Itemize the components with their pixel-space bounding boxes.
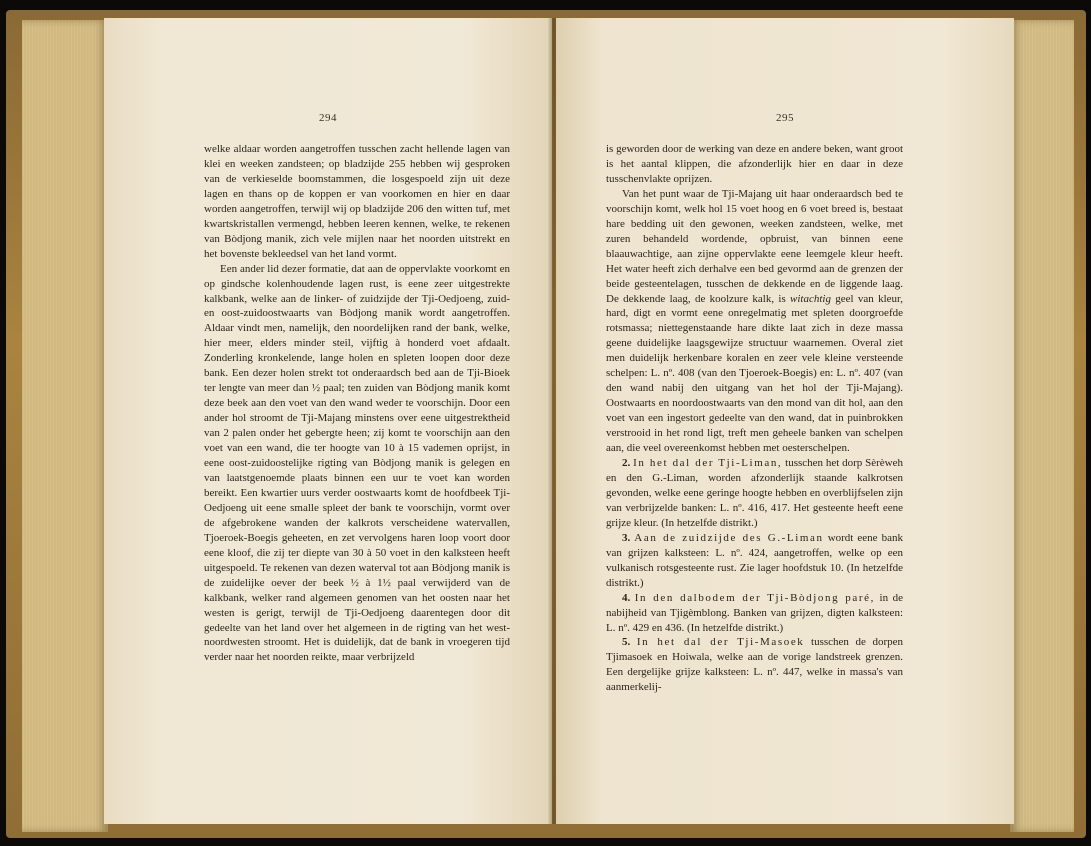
right-page xyxy=(556,18,1014,824)
item-heading: In het dal der Tji-Liman, xyxy=(633,457,783,470)
numbered-item xyxy=(606,531,903,591)
left-page xyxy=(104,18,552,824)
paragraph: welke aldaar worden aangetroffen tusschen zacht hellende lagen van klei en weeken zandsteen; op bladzijde 255 hebben wij gesproken van de verkieselde boomstammen, die losgespoeld zijn uit deze lagen en thans op de koppen er van voorkomen en hier en daar worden aangetroffen, terwijl wij op bladzijde 206 den witten tuf, met kwartskristallen vermengd, hebben leeren kennen, welke, te rekenen van Bòdjong manik, zich vele mijlen naar het noorden uitstrekt en het bovenste bekleedsel van het land vormt. xyxy=(204,143,510,260)
page-number: 294 xyxy=(319,112,337,124)
paragraph: is geworden door de werking van deze en andere beken, want groot is het aantal klippen, die afzonderlijk hier en daar in deze tusschenvlakte oprijzen. xyxy=(606,143,903,185)
page-text xyxy=(204,142,510,665)
left-page-edges xyxy=(22,20,108,832)
item-body: tusschen de dorpen Tjimasoek en Hoiwala, welke aan de vorige landstreek grenzen. Een dergelijke grijze kalksteen: L. nº. 447, welke in massa's van aanmerkelij- xyxy=(606,636,904,694)
item-heading: In het dal der Tji-Masoek xyxy=(636,636,805,649)
page-number: 295 xyxy=(776,112,794,124)
item-body: in de nabijheid van Tjigèmblong. Banken van grijzen, digten kalksteen: L. nº. 429 en 436. (In hetzelfde distrikt.) xyxy=(606,591,903,634)
numbered-item xyxy=(606,591,903,636)
numbered-item xyxy=(606,635,903,695)
item-number: 5. xyxy=(622,636,631,649)
text-run: geel van kleur, hard, digt en vormt eene onregelmatig met spleten doorgroefde rotsmassa; niettegenstaande hare dikte laat zich in deze massa geene duidelijke laagsgewijze structuur waarnemen. Overal ziet men duidelijk herkenbare koralen en zeer vele kleine versteende schelpen: L. nº. 408 (van den Tjoeroek-Boegis) en: L. nº. 407 (van den wand nabij den uitgang van het hol der Tji-Majang). Oostwaarts en noordoostwaarts van den mond van dit hol, aan den voet van een ingestort gedeelte van den wand, dat in puinbrokken verstrooid in het rond ligt, treft men geheele banken van schelpen aan, die veel overeenkomst hebben met oesterschelpen. xyxy=(606,292,903,455)
item-number: 4. xyxy=(622,591,631,604)
item-heading: In den dalbodem der Tji-Bòdjong paré, xyxy=(634,591,875,604)
right-page-edges xyxy=(1010,20,1074,832)
text-run: Van het punt waar de Tji-Majang uit haar onderaardsch bed te voorschijn komt, welk hol 15 voet hoog en 6 voet breed is, bestaat hare bedding uit den gewonen, weeken zandsteen, welke, met zuren behandeld wordende, opbruist, van binnen eene blaauwachtige, aan zijne oppervlakte eene leemgele kleur heeft. Het water heeft zich derhalve een bed gevormd aan de grenzen der beide gesteentelagen, tusschen de dekkende en de liggende laag. De dekkende laag, de koolzure kalk, is xyxy=(606,187,903,305)
item-body: wordt eene bank van grijzen kalksteen: L. nº. 424, aangetroffen, welke op een vulkanisch rotsgesteente rust. Zie lager hoofdstuk 10. (In hetzelfde distrikt.) xyxy=(606,531,903,589)
item-number: 2. xyxy=(622,457,631,470)
paragraph: Een ander lid dezer formatie, dat aan de oppervlakte voorkomt en op gindsche kolenhoudende lagen rust, is eene zeer uitgestrekte kalkbank, welke aan de linker- of zuidzijde der Tji-Oedjoeng, zuid- en oost-zuidoostwaarts van Bòdjong manik wordt aangetroffen. Aldaar vindt men, namelijk, den noordelijken rand der bank, welke, hier meer, elders minder steil, vijftig à honderd voet afdaalt. Zonderling kronkelende, lange holen en spleten loopen door deze bank. Een dezer holen strekt tot onderaardsch bed aan de Tji-Bioek ter lengte van meer dan ½ paal; ten zuiden van Bòdjong manik komt deze beek aan den voet van den wand weder te voorschijn. Door een ander hol stroomt de Tji-Majang minstens over eene uitgestrektheid van 2 palen onder het gebergte heen; zij komt te voorschijn aan den voet van een wand, die ter hoogte van 10 à 15 vademen oprijst, in eene oost-zuidoostelijke rigting van Bòdjong manik is gelegen en van laatstgenoemde plaats binnen een uur te voet kan worden bereikt. Een kwartier uurs verder oostwaarts komt de hoofdbeek Tji-Oedjoeng uit eene smalle spleet der bank te voorschijn, vormt over de afgebrokene wanden der kalkrots verscheidene watervallen, Tjoeroek-Boegis geheeten, en zet vervolgens haren loop voort door eene kloof, die zij ter diepte van 30 à 50 voet in den kalksteen heeft uitgespoeld. Te rekenen van dezen waterval tot aan Bòdjong manik is de zuidelijke oever der beek ½ à 1½ paal verwijderd van de kalkbank, welker rand algemeen genomen van het oosten naar het westen is gerigt, terwijl de Tji-Oedjoeng daarentegen door dit gedeelte van het land over het algemeen in de rigting van het west-noordwesten stroomt. Het is duidelijk, dat de bank in vroegeren tijd verder naar het noorden reikte, maar verbrijzeld xyxy=(204,262,510,664)
item-number: 3. xyxy=(622,531,631,544)
numbered-item xyxy=(606,456,903,531)
page-text xyxy=(606,142,903,695)
item-body: tusschen het dorp Sèrèweh en den G.-Liman, worden afzonderlijk staande kalkrotsen gevonden, welke eene geringe hoogte hebben en overblijfselen zijn van verbrijzelde banken: L. nº. 416, 417. Het gesteente heeft eene grijze kleur. (In hetzelfde distrikt.) xyxy=(606,457,903,529)
italic-term: witachtig xyxy=(790,292,831,305)
paragraph xyxy=(606,187,903,456)
item-heading: Aan de zuidzijde des G.-Liman xyxy=(634,531,824,544)
